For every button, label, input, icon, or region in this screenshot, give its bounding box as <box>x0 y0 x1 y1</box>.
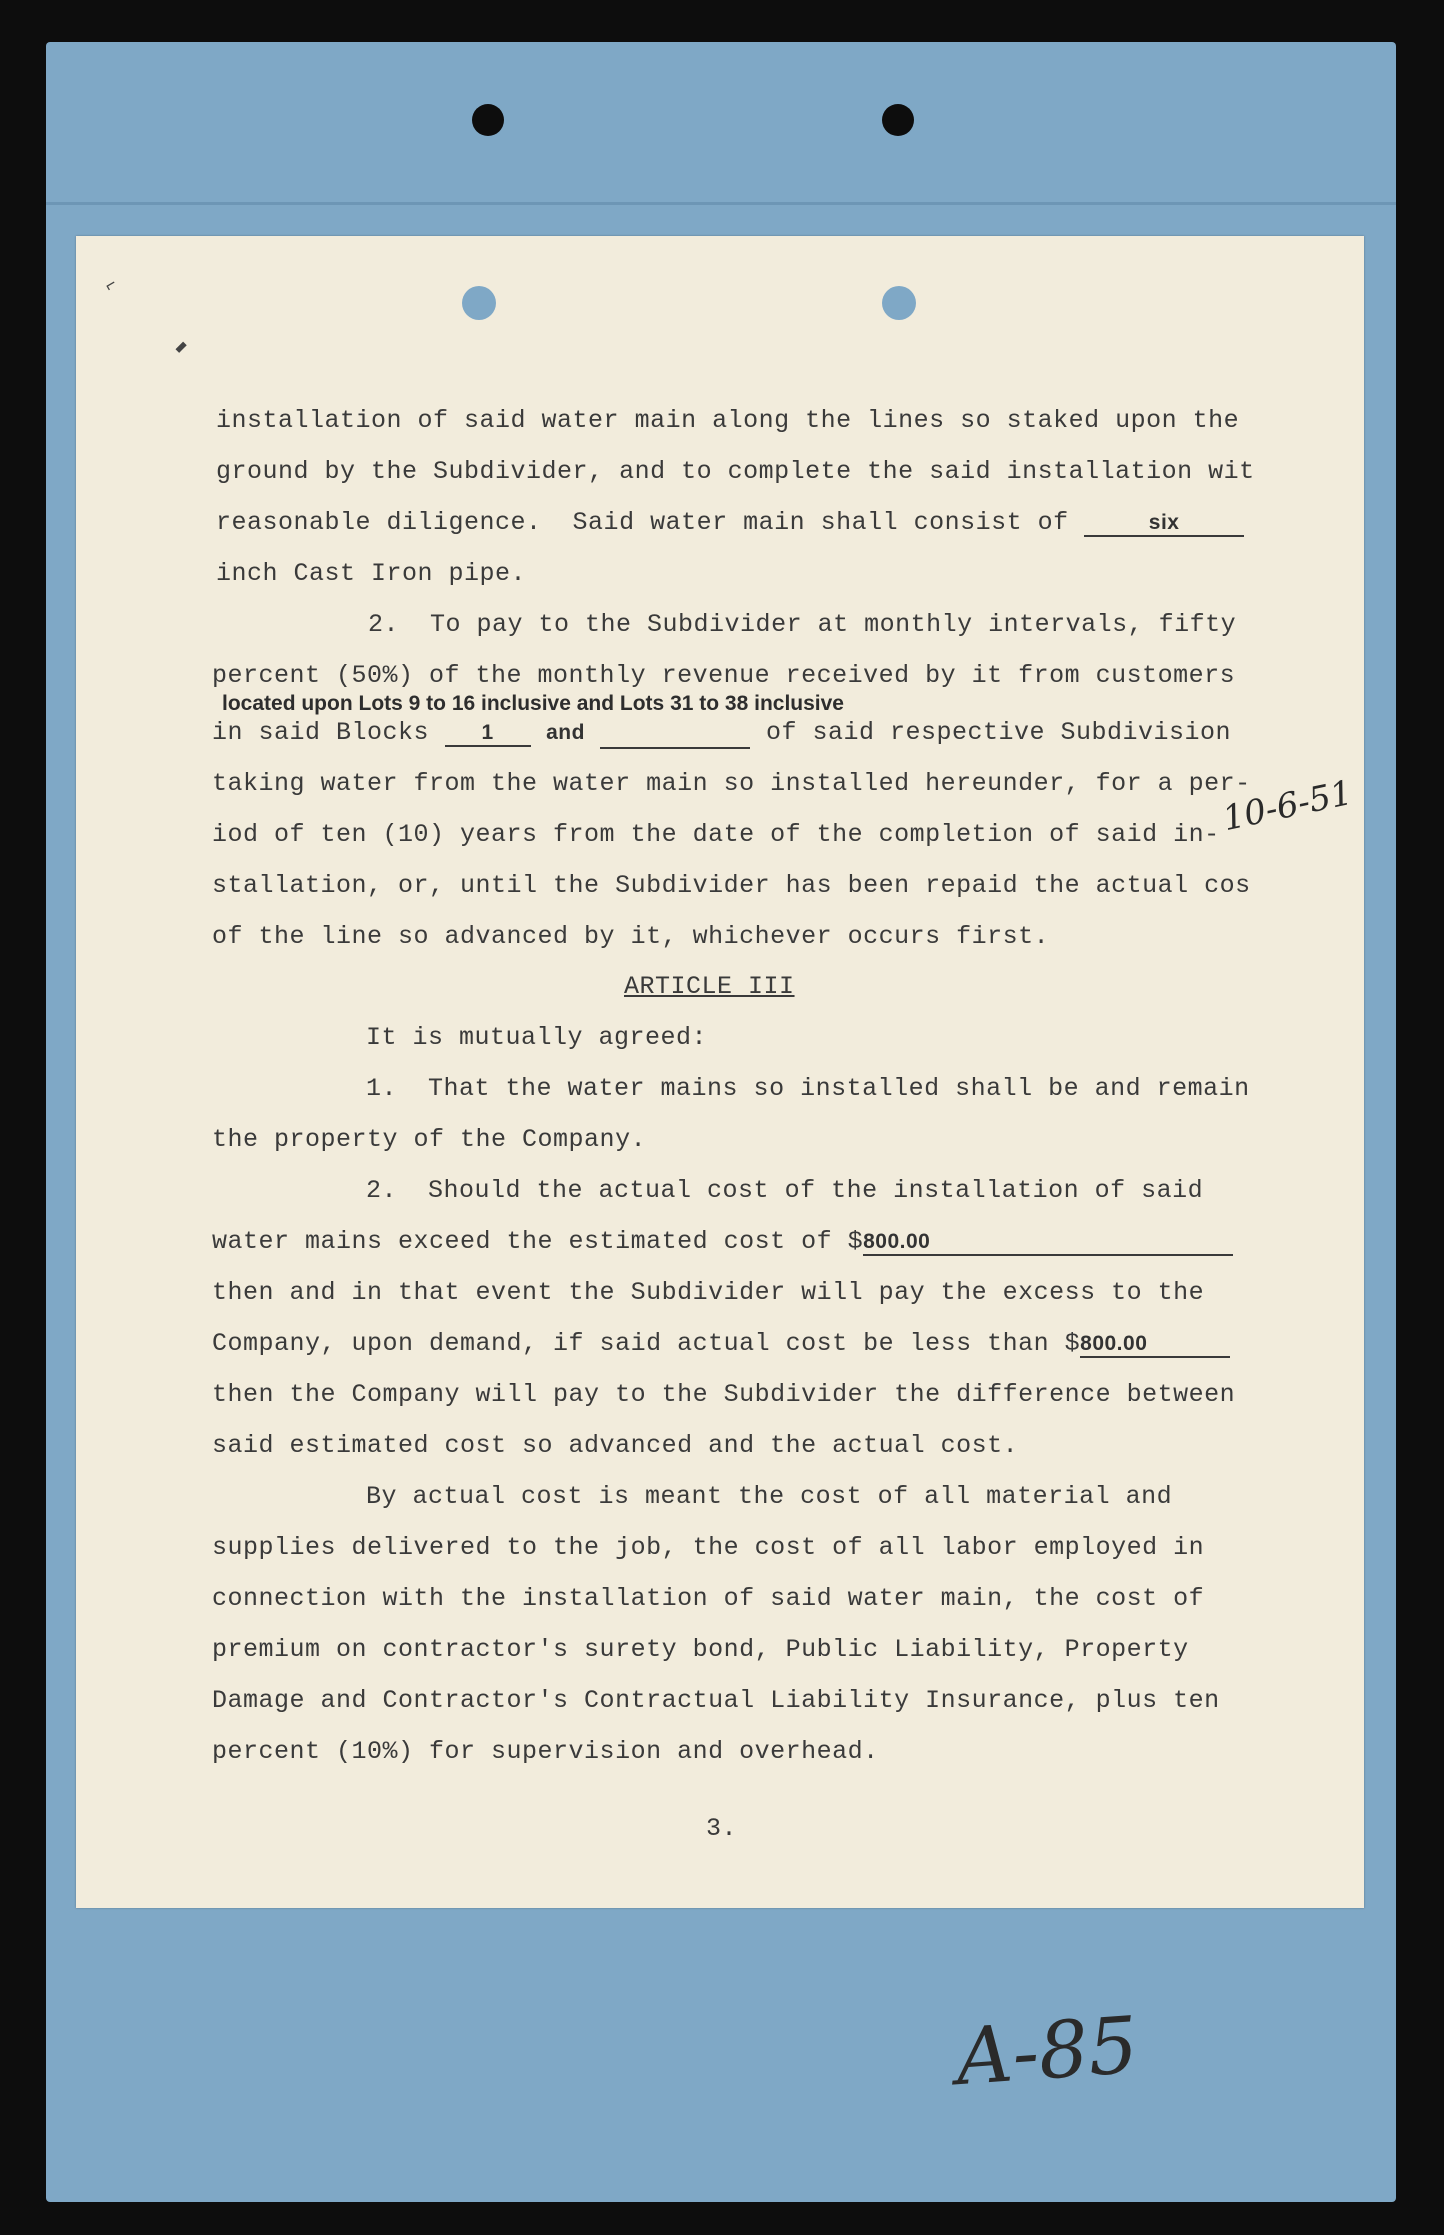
folder-crease <box>46 202 1396 205</box>
estimated-cost-field: 800.00 <box>863 1230 1233 1256</box>
text-line: supplies delivered to the job, the cost of all labor employed in <box>212 1533 1205 1562</box>
lots-stamp: located upon Lots 9 to 16 inclusive and Lots 31 to 38 inclusive <box>222 692 844 715</box>
text-line: By actual cost is meant the cost of all material and <box>366 1482 1173 1511</box>
text-line: 2. Should the actual cost of the installation of said <box>366 1176 1204 1205</box>
document-page <box>76 236 1364 1908</box>
text-span: reasonable diligence. Said water main shall consist of <box>216 508 1069 537</box>
text-line: of the line so advanced by it, whichever occurs first. <box>212 922 1050 951</box>
margin-date-note: 10-6-51 <box>1219 772 1356 840</box>
less-than-cost-field: 800.00 <box>1080 1332 1230 1358</box>
corner-mark-icon: ⌐ <box>101 274 122 298</box>
text-line: connection with the installation of said water main, the cost of <box>212 1584 1205 1613</box>
text-line: ground by the Subdivider, and to complete the said installation wit <box>216 457 1255 486</box>
text-line: installation of said water main along the lines so staked upon the <box>216 406 1240 435</box>
text-line <box>212 1329 1230 1358</box>
corner-mark-icon: ▮ <box>169 336 192 359</box>
pipe-size-field: six <box>1084 511 1244 537</box>
article-heading: ARTICLE III <box>624 972 795 1001</box>
folder-label: A-85 <box>953 2000 1141 2104</box>
and-word: and <box>546 721 585 744</box>
text-line: stallation, or, until the Subdivider has been repaid the actual cos <box>212 871 1251 900</box>
text-line <box>212 1227 1233 1256</box>
text-span: water mains exceed the estimated cost of $ <box>212 1227 864 1256</box>
text-line: the property of the Company. <box>212 1125 647 1154</box>
page-number: 3. <box>706 1814 738 1843</box>
blank-field <box>600 718 750 749</box>
folder-punch-hole-right <box>882 104 914 136</box>
text-line: said estimated cost so advanced and the actual cost. <box>212 1431 1019 1460</box>
text-line: It is mutually agreed: <box>366 1023 708 1052</box>
paper-punch-hole-right <box>882 286 916 320</box>
blocks-field: 1 <box>445 721 531 747</box>
text-line <box>216 508 1244 537</box>
paper-punch-hole-left <box>462 286 496 320</box>
text-span: in said Blocks <box>212 718 430 747</box>
text-line: then and in that event the Subdivider will pay the excess to the <box>212 1278 1205 1307</box>
text-span: Company, upon demand, if said actual cost be less than $ <box>212 1329 1081 1358</box>
text-line: percent (10%) for supervision and overhead. <box>212 1737 879 1766</box>
text-line: 1. That the water mains so installed shall be and remain <box>366 1074 1250 1103</box>
text-line: taking water from the water main so installed hereunder, for a per- <box>212 769 1251 798</box>
text-line: percent (50%) of the monthly revenue received by it from customers <box>212 661 1236 690</box>
text-line: then the Company will pay to the Subdivider the difference between <box>212 1380 1236 1409</box>
text-line <box>212 718 1231 749</box>
text-span: of said respective Subdivision <box>765 718 1232 747</box>
text-line: 2. To pay to the Subdivider at monthly intervals, fifty <box>368 610 1237 639</box>
text-line: inch Cast Iron pipe. <box>216 559 527 588</box>
text-line: iod of ten (10) years from the date of the completion of said in- <box>212 820 1220 849</box>
folder-punch-hole-left <box>472 104 504 136</box>
text-line: Damage and Contractor's Contractual Liability Insurance, plus ten <box>212 1686 1220 1715</box>
text-line: premium on contractor's surety bond, Public Liability, Property <box>212 1635 1189 1664</box>
